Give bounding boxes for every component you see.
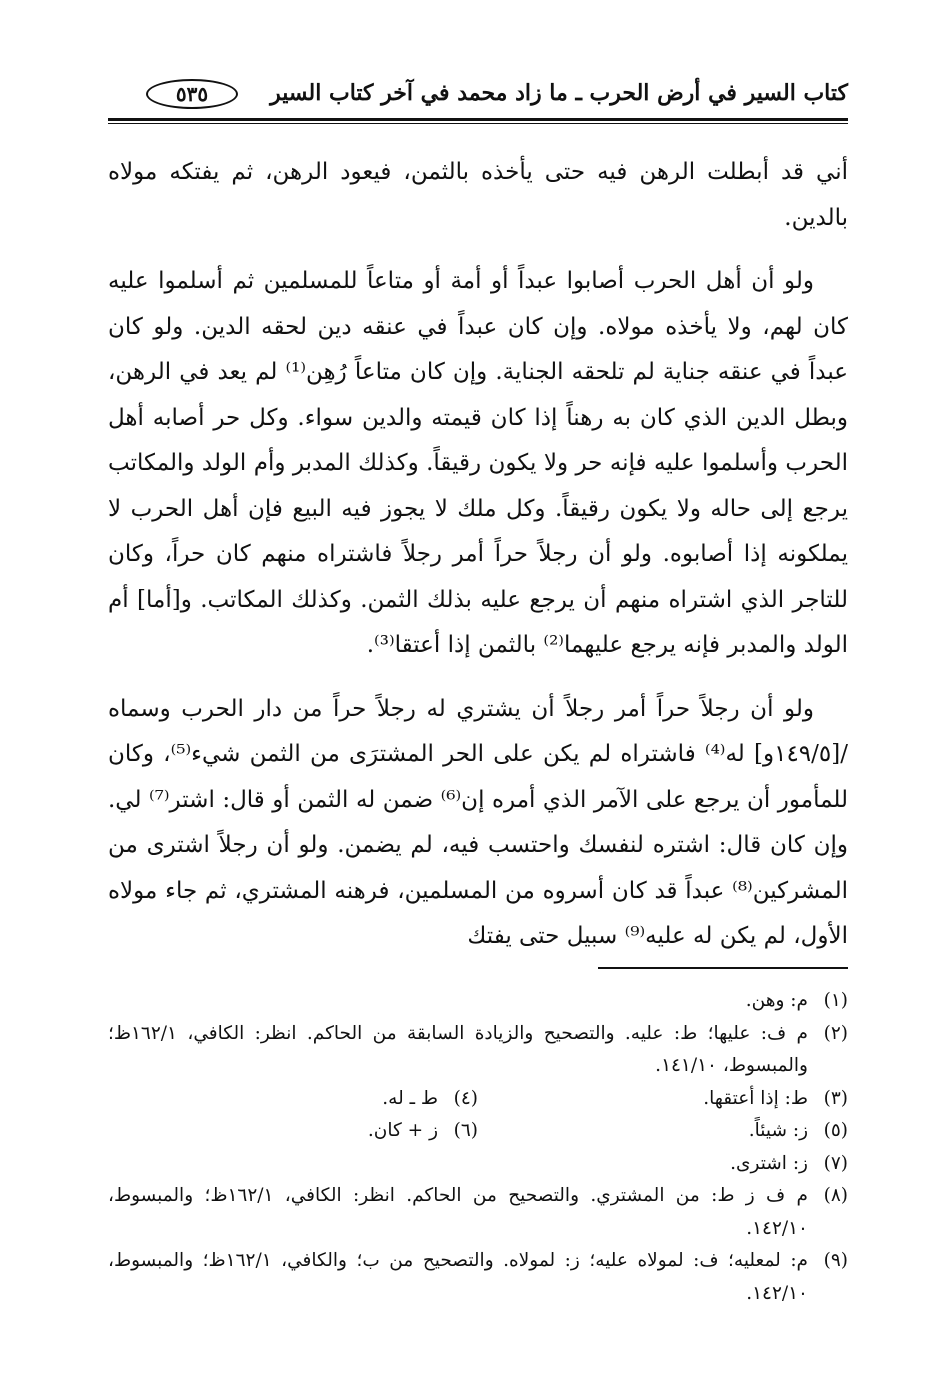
footnote (478, 1115, 848, 1148)
footnote (108, 1180, 848, 1245)
running-title: كتاب السير في أرض الحرب ـ ما زاد محمد في آخر كتاب السير (270, 80, 848, 106)
page-number: ٥٣٥ (146, 79, 238, 109)
footnote-text: م: لمعليه؛ ف: لمولاه عليه؛ ز: لمولاه. والتصحيح من ب؛ والكافي، ١٦٢/١ظ؛ والمبسوط، ١٤٢/١٠. (108, 1250, 809, 1304)
paragraph: ولو أن أهل الحرب أصابوا عبداً أو أمة أو متاعاً للمسلمين ثم أسلموا عليه كان لهم، ولا يأخذه مولاه. وإن كان عبداً في عنقه دين لحقه الدين. ولو كان عبداً في عنقه جناية لم تلحقه الجناية. وإن كان متاعاً رُهِن⁽¹⁾ لم يعد في الرهن، وبطل الدين الذي كان به رهناً إذا كان قيمته والدين سواء. وكل حر أصابه أهل الحرب وأسلموا عليه فإنه حر ولا يكون رقيقاً. وكذلك المدبر وأم الولد والمكاتب يرجع إلى حاله ولا يكون رقيقاً. وكل ملك لا يجوز فيه البيع فإن أهل الحرب لا يملكونه إذا أصابوه. ولو أن رجلاً حراً أمر رجلاً فاشتراه منهم كان حراً، وكان للتاجر الذي اشتراه منهم أن يرجع عليه بذلك الثمن. وكذلك المكاتب. و[أما] أم الولد والمدبر فإنه يرجع عليهما⁽²⁾ بالثمن إذا أعتقا⁽³⁾. (108, 268, 848, 658)
footnote-number: (١) (823, 990, 848, 1011)
footnote-text: م ف ز ط: من المشتري. والتصحيح من الحاكم. انظر: الكافي، ١٦٢/١ظ؛ والمبسوط، ١٤٢/١٠. (108, 1185, 808, 1239)
footnote-text: ز: اشترى. (730, 1152, 808, 1174)
footnote-row (108, 1115, 848, 1148)
footnote-text: ط: إذا أعتقها. (703, 1087, 808, 1109)
footnote-number: (٩) (823, 1250, 848, 1271)
footnote-text: ط ـ له. (382, 1087, 438, 1109)
footnote (108, 1245, 848, 1310)
main-text (108, 150, 848, 978)
footnote-number: (٨) (823, 1185, 848, 1206)
footnote-number: (٦) (453, 1120, 478, 1141)
footnote-separator (598, 967, 848, 969)
footnote-row (108, 1083, 848, 1116)
footnote-text: ز + كان. (367, 1120, 438, 1141)
footnote (478, 1083, 848, 1116)
footnote-number: (٧) (823, 1152, 848, 1174)
footnote (108, 985, 848, 1018)
footnote-number: (٢) (823, 1022, 848, 1044)
footnote (108, 1018, 848, 1083)
running-header (108, 78, 848, 112)
footnote (108, 1148, 848, 1181)
footnote-text: ز: شيئاً. (748, 1120, 808, 1141)
footnote (108, 1115, 478, 1148)
paragraph: ولو أن رجلاً حراً أمر رجلاً أن يشتري له رجلاً حراً من دار الحرب وسماه /[١٤٩/٥و] له⁽⁴⁾ فاشتراه لم يكن على الحر المشترَى من الثمن شيء⁽⁵⁾، وكان للمأمور أن يرجع على الآمر الذي أمره إن⁽⁶⁾ ضمن له الثمن أو قال: اشتر⁽⁷⁾ لي. وإن كان قال: اشتره لنفسك واحتسب فيه، لم يضمن. ولو أن رجلاً اشترى من المشركين⁽⁸⁾ عبداً قد كان أسروه من المسلمين، فرهنه المشتري، ثم جاء مولاه الأول، لم يكن له عليه⁽⁹⁾ سبيل حتى يفتك (108, 695, 849, 949)
footnote-number: (٥) (823, 1120, 848, 1141)
footnote-text: م ف: عليها؛ ط: عليه. والتصحيح والزيادة السابقة من الحاكم. انظر: الكافي، ١٦٢/١ظ؛ والمبسوط، ١٤١/١٠. (108, 1022, 808, 1076)
header-rule-thick (108, 118, 848, 121)
footnote-number: (٤) (453, 1087, 478, 1109)
footnote-text: م: وهن. (745, 990, 808, 1011)
footnotes (108, 985, 848, 1310)
paragraph: أني قد أبطلت الرهن فيه حتى يأخذه بالثمن، فيعود الرهن، ثم يفتكه مولاه بالدين. (108, 159, 848, 231)
footnote-number: (٣) (823, 1087, 848, 1109)
footnote (108, 1083, 478, 1116)
header-rule-thin (108, 123, 848, 124)
